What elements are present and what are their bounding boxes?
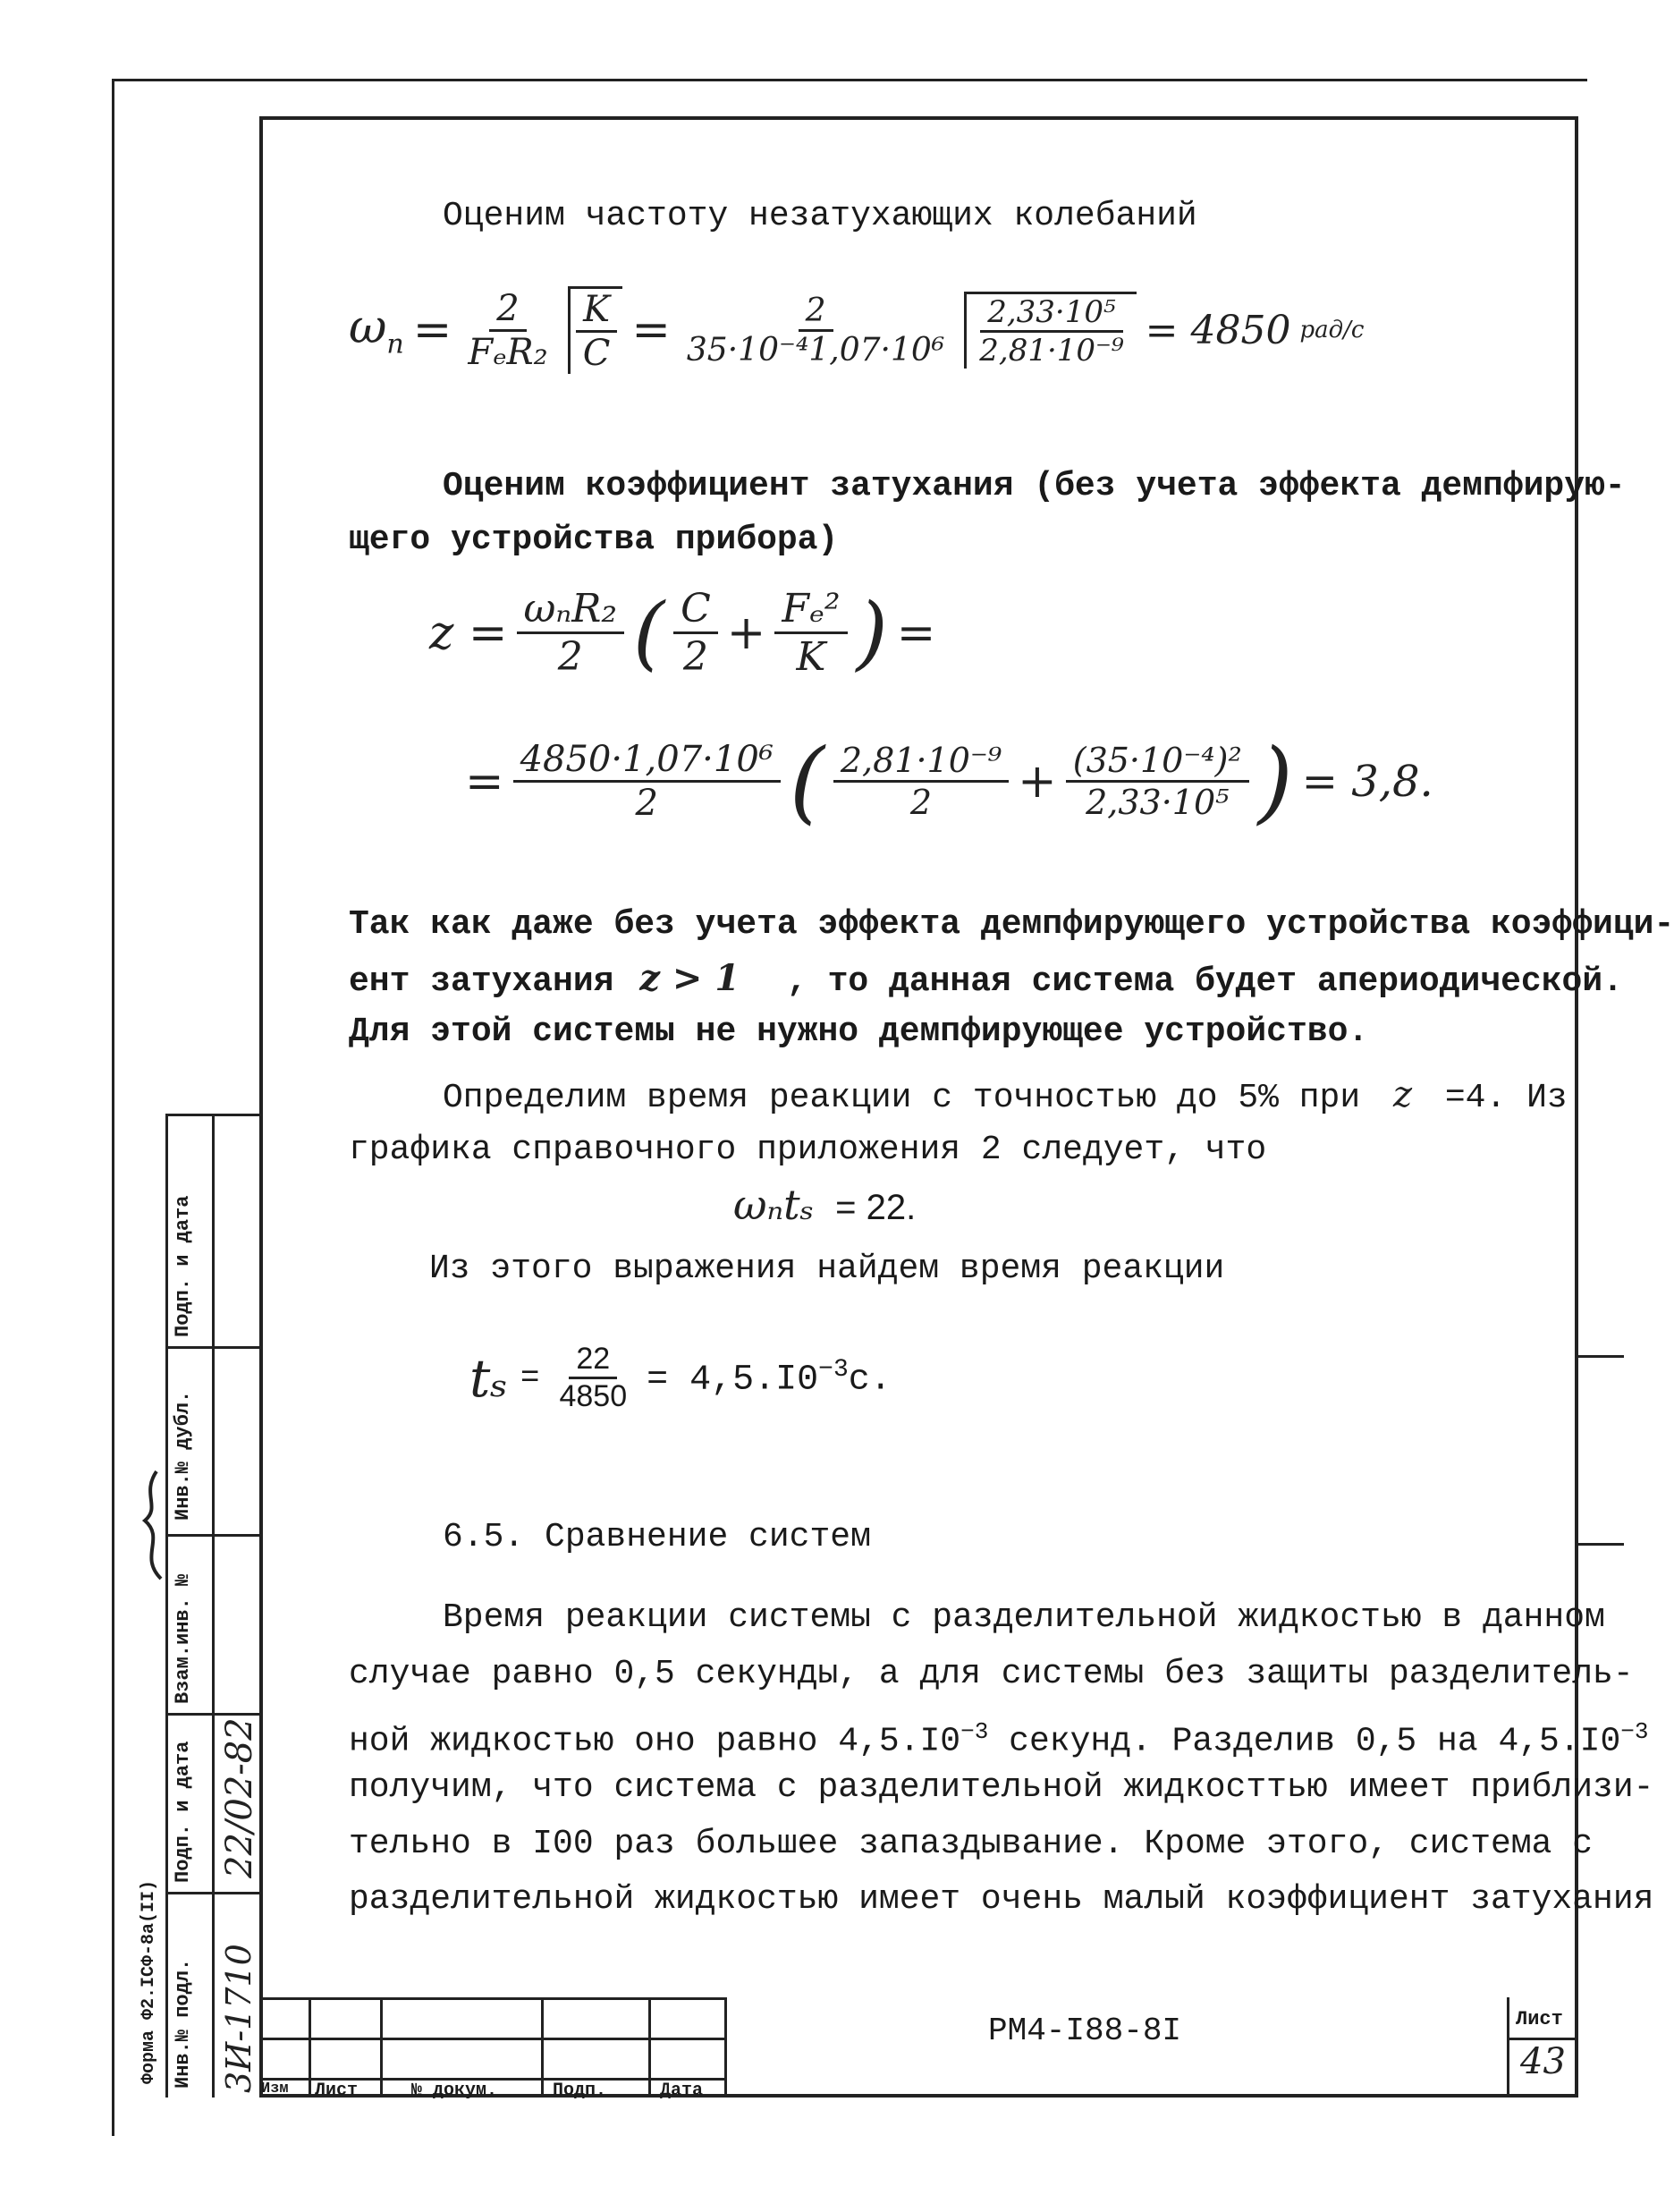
omega-symbol: $\omega_n$ xyxy=(349,300,404,360)
sqrt: $\frac{\text{2,33·10⁵}}{\text{2,81·10⁻⁹}}$ xyxy=(964,292,1136,369)
signature-icon xyxy=(134,1467,170,1583)
paragraph-3-line-2: ент затухания z > 1 , то данная система будет апериодической. xyxy=(349,957,1623,1001)
formula-omega-t: ωₙtₛ = 22. xyxy=(733,1181,917,1229)
paragraph-6-line-1: Время реакции системы с разделительной жидкостью в данном xyxy=(443,1598,1605,1637)
section-heading: 6.5. Сравнение систем xyxy=(443,1518,871,1556)
col-podp: Подп. xyxy=(553,2081,607,2101)
paragraph-4-line-2: графика справочного приложения 2 следует, что xyxy=(349,1131,1267,1169)
unit-rad-s: рад/с xyxy=(1299,317,1365,343)
col-list: Лист xyxy=(315,2081,359,2101)
stamp-inv-dubl: Инв.№ дубл. xyxy=(172,1390,194,1521)
paragraph-5: Из этого выражения найдем время реакции xyxy=(429,1250,1225,1288)
formula-ts: tₛ = $\frac{22}{4850}$ = $4,5.I0^{-3}c$. xyxy=(469,1342,892,1413)
z-greater-one: z > 1 xyxy=(639,957,740,999)
fraction: $\frac{2}{\text{35·10⁻⁴1,07·10⁶}}$ xyxy=(686,292,945,369)
paragraph-2-line-2: щего устройства прибора) xyxy=(349,521,839,559)
sheet-label: Лист xyxy=(1516,2008,1563,2030)
stamp-vzam-inv: Взам.инв. № xyxy=(172,1573,194,1704)
stamp-form: Форма Ф2.ICФ-8а(II) xyxy=(139,1879,159,2084)
outer-frame-left xyxy=(112,79,114,2136)
paragraph-6-line-5: тельно в I00 раз большее запаздывание. Кроме этого, система с xyxy=(349,1825,1594,1863)
paragraph-6-line-3: ной жидкостью оно равно $4,5.I0^{-3}$ секунд. Разделив 0,5 на $4,5.I0^{-3}$ xyxy=(349,1718,1649,1761)
formula-z: z = $\frac{\text{ωₙR₂}}{2}$ ( $\frac{C}{2}$ + $\frac{\text{Fₑ²}}{K}$ ) = xyxy=(429,586,936,680)
formula-omega: $\omega_n$ = $\frac{2}{\text{FₑR₂}}$ $\frac{K}{C}$ = $\frac{2}{\text{35·10⁻⁴1,07·10⁶}}$ $\frac{\text{2,33·10⁵}}{\text{2,81·10⁻⁹}}$ = 4850 рад/с xyxy=(349,287,1365,374)
fraction: $\frac{2}{\text{FₑR₂}}$ xyxy=(468,287,548,373)
handwritten-date: 22/02-82 xyxy=(219,1717,260,1878)
col-doc: № докум. xyxy=(411,2081,498,2101)
paragraph-6-line-4: получим, что система с разделительной жидкосттью имеет приблизи- xyxy=(349,1768,1654,1807)
stamp-podp-data: Подп. и дата xyxy=(172,1195,194,1337)
paragraph-1: Оценим частоту незатухающих колебаний xyxy=(443,197,1197,235)
handwritten-number: 3И-1710 xyxy=(219,1944,258,2093)
edge-tick xyxy=(1576,1355,1624,1358)
z-symbol: z xyxy=(1392,1074,1413,1115)
stamp-podp-data-2: Подп. и дата xyxy=(172,1741,194,1883)
paragraph-3-line-3: Для этой системы не нужно демпфирующее устройство. xyxy=(349,1013,1369,1051)
sheet-number: 43 xyxy=(1520,2041,1566,2082)
col-data: Дата xyxy=(660,2081,704,2101)
paragraph-6-line-2: случае равно 0,5 секунды, а для системы без защиты разделитель- xyxy=(349,1655,1634,1693)
outer-frame-top xyxy=(112,79,1587,81)
formula-z-numeric: = $\frac{\text{4850·1,07·10⁶}}{2}$ ( $\frac{\text{2,81·10⁻⁹}}{2}$ + $\frac{\text{(35·10⁻⁴)²}}{\text{2,33·10⁵}}$ ) = 3,8. xyxy=(465,729,1433,834)
edge-tick xyxy=(1576,1543,1624,1546)
sqrt: $\frac{K}{C}$ xyxy=(568,286,623,374)
col-izm: Изм xyxy=(261,2081,289,2098)
stamp-inv-podl: Инв.№ подл. xyxy=(172,1958,194,2089)
document-code: РМ4-I88-8I xyxy=(988,2013,1182,2049)
paragraph-2-line-1: Оценим коэффициент затухания (без учета эффекта демпфирую- xyxy=(443,467,1626,505)
paragraph-3-line-1: Так как даже без учета эффекта демпфирующего устройства коэффици- xyxy=(349,905,1674,944)
paragraph-6-line-6: разделительной жидкостью имеет очень малый коэффициент затухания xyxy=(349,1880,1654,1919)
paragraph-4-line-1: Определим время реакции с точностью до 5% при z =4. Из xyxy=(443,1074,1568,1117)
